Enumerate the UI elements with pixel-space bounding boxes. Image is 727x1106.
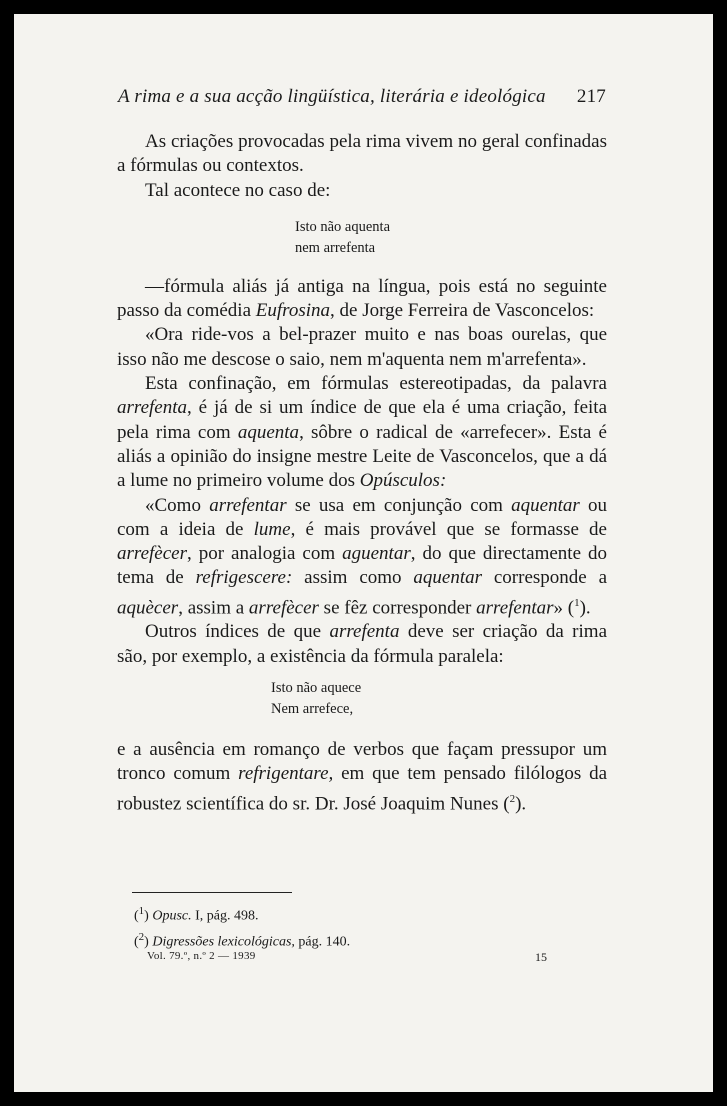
footnote-rule xyxy=(132,892,292,893)
verse-line: Nem arrefece, xyxy=(271,700,354,717)
verse-quote xyxy=(117,217,607,259)
running-header xyxy=(118,86,606,108)
paragraph: Tal acontece no caso de: xyxy=(145,179,331,201)
paragraph: «Ora ride-vos a bel-prazer muito e nas boas ourelas, que isso não me descose o saio, nem m'aquenta nem m'arrefenta». xyxy=(117,324,607,370)
paragraph: Outros índices de que arrefenta deve ser criação da rima são, por exemplo, a existência da fórmula paralela: xyxy=(117,621,607,667)
italic-term: arrefenta xyxy=(329,621,400,643)
footnote: ($^2$) Digressões lexicológicas, pág. 140. xyxy=(134,930,351,950)
body-text xyxy=(117,130,607,816)
paragraph: «Como arrefentar se usa em conjunção com aquentar ou com a ideia de lume, é mais provável que se formasse de arrefècer, por analogia com aguentar, do que directamente do tema de refrigescere: assim como aquentar corresponde a aquècer, assim a arrefècer se fêz corresponder arrefentar» ($^1$). xyxy=(117,494,608,619)
footnote-ref: 1 xyxy=(574,596,580,609)
signature-mark: Vol. 79.º, n.º 2 — 1939 xyxy=(147,950,256,962)
verse-line: nem arrefenta xyxy=(295,239,376,256)
italic-term: arrefenta xyxy=(117,397,188,419)
italic-term: Eufrosina xyxy=(255,300,331,322)
sheet-number: 15 xyxy=(535,950,547,964)
paragraph: e a ausência em romanço de verbos que façam pressupor um tronco comum refrigentare, em que tem pensado filólogos da robustez scientífica do sr. Dr. José Joaquim Nunes ($^2$). xyxy=(117,738,608,814)
paragraph: Esta confinação, em fórmulas estereotipadas, da palavra arrefenta, é já de si um índice de que ela é uma criação, feita pela rima com aquenta, sôbre o radical de «arrefecer». Esta é aliás a opinião do insigne mestre Leite de Vasconcelos, que a dá a lume no primeiro volume dos Opúsculos: xyxy=(117,373,607,492)
verse-line: Isto não aquece xyxy=(271,679,362,696)
footnote-ref: 2 xyxy=(509,792,516,805)
running-title: A rima e a sua acção lingüística, literária e ideológica xyxy=(118,86,546,107)
italic-term: aquenta xyxy=(237,421,300,443)
verse-line: Isto não aquenta xyxy=(295,218,391,235)
italic-term: refrigentare, xyxy=(238,763,334,785)
paragraph: As criações provocadas pela rima vivem no geral confinadas a fórmulas ou contextos. xyxy=(117,131,607,177)
book-page xyxy=(14,14,713,1092)
page-number: 217 xyxy=(576,86,606,107)
italic-term: Opúsculos: xyxy=(359,470,447,492)
footnote: ($^1$) Opusc. I, pág. 498. xyxy=(134,905,259,924)
footnotes xyxy=(134,901,604,952)
verse-quote xyxy=(117,678,607,720)
paragraph: —fórmula aliás já antiga na língua, pois está no seguinte passo da comédia Eufrosina, de Jorge Ferreira de Vasconcelos: xyxy=(117,275,607,322)
